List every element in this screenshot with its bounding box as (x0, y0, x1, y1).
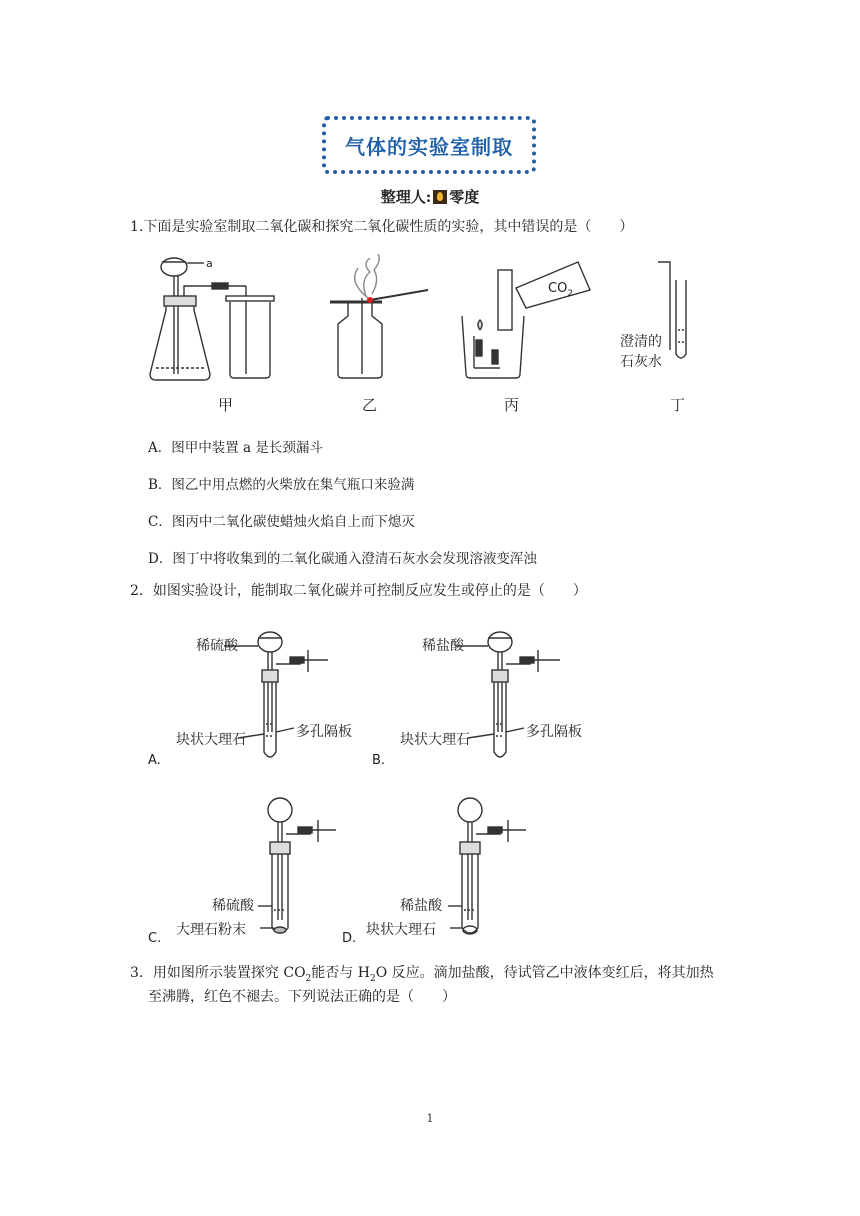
q2-stem: 2．如图实验设计，能制取二氧化碳并可控制反应发生或停止的是（ ） (130, 583, 587, 599)
author-name: 零度 (449, 188, 480, 206)
q1-option-b: B．图乙中用点燃的火柴放在集气瓶口来验满 (148, 477, 415, 493)
q1-option-c: C．图丙中二氧化碳使蜡烛火焰自上而下熄灭 (148, 514, 415, 530)
q3-line2: 至沸腾，红色不褪去。下列说法正确的是（ ） (148, 989, 456, 1005)
q2d-acid-label: 稀盐酸 (400, 898, 442, 914)
q2c-letter: C. (148, 931, 162, 946)
page-number: 1 (426, 1112, 434, 1125)
figure-label-yi: 乙 (362, 396, 378, 414)
q2d-letter: D. (342, 931, 357, 946)
q2-figure-d (336, 786, 566, 946)
q2c-acid-label: 稀硫酸 (212, 898, 254, 914)
q1-stem: 1.下面是实验室制取二氧化碳和探究二氧化碳性质的实验，其中错误的是（ ） (130, 219, 634, 235)
flame-icon (433, 190, 447, 204)
q2-figure-b (366, 620, 606, 770)
q1-figure (140, 250, 720, 420)
limewater-label-1: 澄清的 (620, 334, 662, 350)
q3-line1: 3．用如图所示装置探究 $CO_2$能否与 $H_2O$ 反应。滴加盐酸，待试管乙中液体变红后，将其加热 (130, 965, 714, 984)
q1-option-a: A．图甲中装置 a 是长颈漏斗 (148, 440, 323, 456)
limewater-label-2: 石灰水 (620, 354, 662, 370)
author-line (0, 186, 860, 207)
funnel-label-a: a (206, 257, 213, 270)
q2b-plate-label: 多孔隔板 (526, 724, 582, 740)
title-box (322, 116, 536, 174)
figure-label-ding: 丁 (670, 396, 686, 414)
q2d-solid-label: 块状大理石 (366, 922, 436, 938)
figure-label-jia: 甲 (218, 396, 234, 414)
q2-figure-a (140, 620, 370, 770)
q2b-letter: B. (372, 753, 386, 768)
q2a-plate-label: 多孔隔板 (296, 724, 352, 740)
q2b-solid-label: 块状大理石 (400, 732, 470, 748)
q2a-letter: A. (148, 753, 161, 768)
match-flame-icon (367, 297, 373, 303)
q1-option-d: D．图丁中将收集到的二氧化碳通入澄清石灰水会发现溶液变浑浊 (148, 551, 537, 567)
page-title: 气体的实验室制取 (345, 134, 513, 159)
q2a-solid-label: 块状大理石 (176, 732, 246, 748)
author-prefix: 整理人: (380, 188, 432, 206)
co2-bottle-label: $CO_2$ (548, 281, 574, 299)
q2b-acid-label: 稀盐酸 (422, 638, 464, 654)
figure-label-bing: 丙 (504, 396, 520, 414)
q2c-solid-label: 大理石粉末 (176, 922, 246, 938)
q2a-acid-label: 稀硫酸 (196, 638, 238, 654)
